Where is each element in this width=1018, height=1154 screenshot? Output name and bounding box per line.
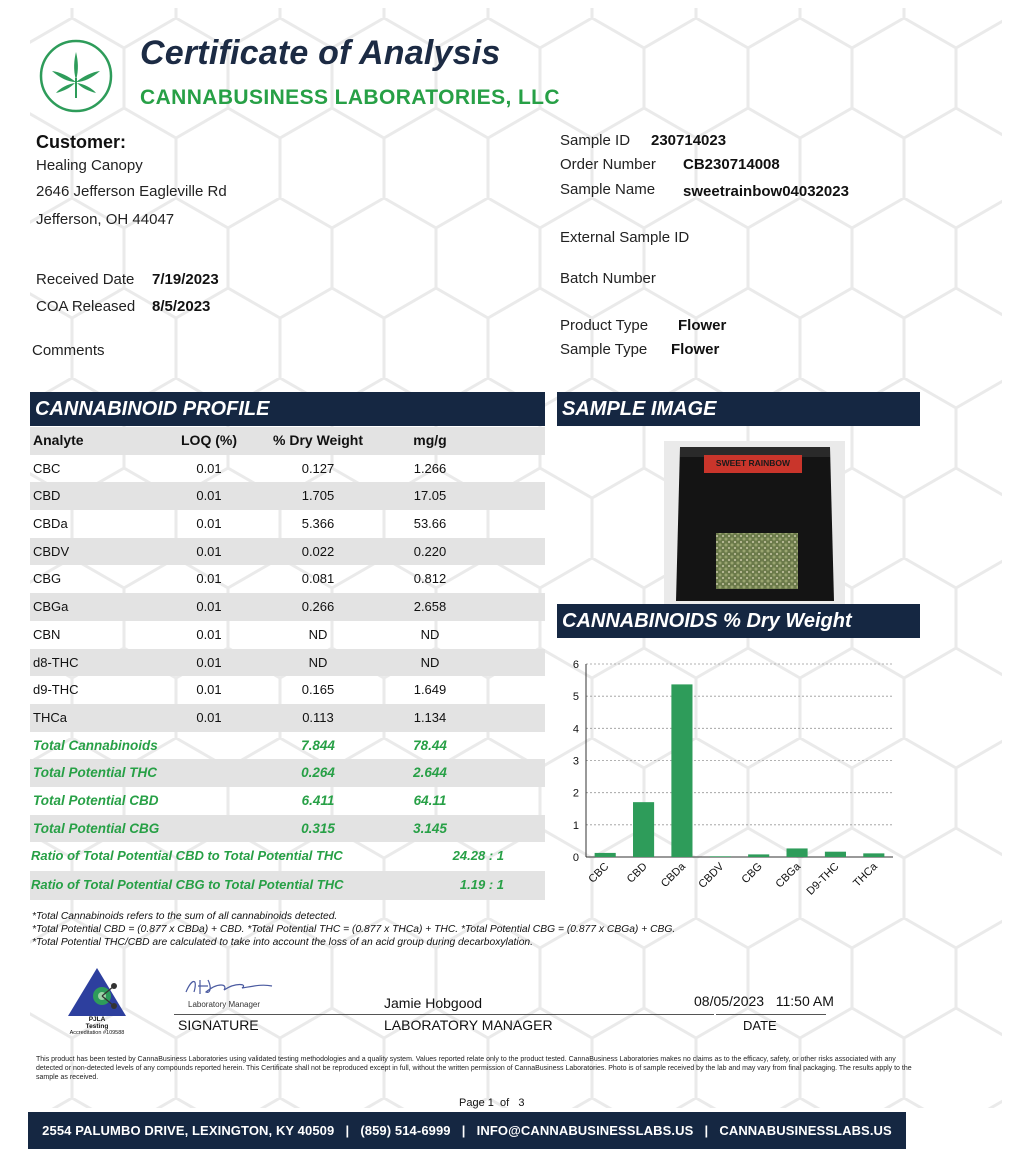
sample-id-label: Sample ID [560, 132, 631, 149]
ratio-row [30, 842, 545, 871]
sample-type-value: Flower [671, 341, 720, 358]
total-row [30, 815, 545, 843]
ratio-label: Ratio of Total Potential CBG to Total Potential THC [31, 877, 344, 893]
bar [825, 852, 846, 857]
loq-cell: 0.01 [196, 709, 222, 725]
analyte-cell: CBD [33, 488, 61, 504]
contact-footer: 2554 PALUMBO DRIVE, LEXINGTON, KY 40509 | (859) 514-6999 | INFO@CANNABUSINESSLABS.US | CANNABUSINESSLABS.US [28, 1112, 906, 1149]
ratio-row [30, 871, 545, 900]
pjla-name: PJLA [88, 1016, 106, 1023]
x-tick-label: CBDa [658, 860, 689, 890]
y-tick-label: 6 [572, 659, 579, 671]
dry-weight-cell: 0.266 [301, 599, 335, 615]
chart-heading: CANNABINOIDS % Dry Weight [557, 604, 920, 638]
total-dry-weight: 0.264 [301, 765, 335, 781]
table-row [30, 676, 545, 704]
total-mg-per-g: 2.644 [413, 765, 447, 781]
cannabinoid-profile-table [30, 427, 545, 900]
dry-weight-cell: ND [308, 654, 328, 670]
bar [671, 684, 692, 857]
signature-datetime: 08/05/2023 11:50 AM [694, 993, 834, 1009]
handwritten-signature [178, 974, 278, 1000]
footnote: *Total Potential THC/CBD are calculated to take into account the loss of an acid group during decarboxylation. [32, 937, 534, 948]
table-header-row [30, 427, 545, 455]
customer-address-line1: 2646 Jefferson Eagleville Rd [36, 183, 227, 200]
x-tick-label: THCa [851, 860, 880, 890]
analyte-cell: CBDV [33, 543, 70, 559]
analyte-cell: CBDa [33, 516, 68, 532]
signature-caption: Laboratory Manager [188, 1000, 261, 1009]
bar [787, 848, 808, 857]
bar [748, 854, 769, 857]
loq-cell: 0.01 [196, 654, 222, 670]
coa-released-value: 8/5/2023 [152, 298, 211, 315]
company-name: CANNABUSINESS LABORATORIES, LLC [140, 86, 560, 109]
loq-cell: 0.01 [196, 488, 222, 504]
mg-per-g-cell: 1.649 [413, 682, 447, 698]
footnotes [32, 910, 675, 949]
total-dry-weight: 6.411 [301, 792, 335, 808]
bag-label: SWEET RAINBOW [715, 458, 791, 468]
dry-weight-cell: ND [308, 626, 328, 642]
signature-label: SIGNATURE [178, 1017, 259, 1033]
table-row [30, 704, 545, 732]
total-row [30, 759, 545, 787]
loq-cell: 0.01 [196, 626, 222, 642]
customer-label: Customer: [36, 132, 127, 152]
sample-photo [664, 441, 845, 607]
x-tick-label: CBG [739, 860, 765, 886]
customer-name: Healing Canopy [36, 157, 143, 174]
pjla-number: Accreditation #109588 [69, 1030, 125, 1036]
mg-per-g-cell: 17.05 [413, 488, 447, 504]
pjla-sub: Testing [85, 1023, 109, 1030]
signature-line [174, 1014, 714, 1015]
column-header: LOQ (%) [181, 432, 237, 448]
document-title: Certificate of Analysis [140, 34, 501, 72]
table-row [30, 510, 545, 538]
total-label: Total Potential CBG [33, 820, 160, 836]
loq-cell: 0.01 [196, 543, 222, 559]
total-label: Total Potential THC [33, 765, 157, 781]
analyte-cell: d9-THC [33, 682, 79, 698]
ratio-value: 1.19 : 1 [459, 877, 504, 893]
loq-cell: 0.01 [196, 516, 222, 532]
dry-weight-cell: 0.165 [301, 682, 335, 698]
received-date-label: Received Date [36, 271, 135, 288]
mg-per-g-cell: 0.220 [413, 543, 447, 559]
total-dry-weight: 7.844 [301, 737, 335, 753]
mg-per-g-cell: ND [420, 626, 440, 642]
table-row [30, 621, 545, 649]
table-row [30, 455, 545, 483]
sample-image-heading: SAMPLE IMAGE [557, 392, 920, 426]
total-row [30, 732, 545, 760]
y-tick-label: 3 [572, 755, 579, 768]
manager-name: Jamie Hobgood [384, 995, 483, 1011]
dry-weight-cell: 0.022 [301, 543, 335, 559]
y-tick-label: 4 [572, 723, 579, 736]
coa-released-label: COA Released [36, 298, 136, 315]
mg-per-g-cell: 53.66 [413, 516, 447, 532]
cannabinoid-profile-heading: CANNABINOID PROFILE [30, 392, 545, 426]
order-number-value: CB230714008 [683, 156, 780, 173]
page-number: Page 1 of 3 [459, 1097, 525, 1109]
mg-per-g-cell: ND [420, 654, 440, 670]
table-body [30, 455, 545, 901]
bar [633, 802, 654, 857]
column-header: mg/g [413, 432, 447, 448]
loq-cell: 0.01 [196, 599, 222, 615]
y-tick-label: 5 [572, 691, 579, 704]
loq-cell: 0.01 [196, 571, 222, 587]
table-row [30, 593, 545, 621]
total-row [30, 787, 545, 815]
column-header: Analyte [33, 432, 84, 448]
lab-logo [38, 38, 114, 114]
dry-weight-cell: 1.705 [301, 488, 335, 504]
mg-per-g-cell: 0.812 [413, 571, 447, 587]
total-label: Total Cannabinoids [33, 737, 158, 753]
x-tick-label: CBGa [773, 860, 804, 891]
manager-label: LABORATORY MANAGER [384, 1017, 553, 1033]
bar [710, 856, 731, 857]
customer-address-line2: Jefferson, OH 44047 [36, 211, 175, 228]
bar [863, 853, 884, 857]
analyte-cell: CBG [33, 571, 62, 587]
analyte-cell: d8-THC [33, 654, 79, 670]
total-mg-per-g: 3.145 [413, 820, 447, 836]
analyte-cell: CBN [33, 626, 61, 642]
table-row [30, 565, 545, 593]
analyte-cell: CBC [33, 460, 61, 476]
table-row [30, 649, 545, 677]
mg-per-g-cell: 1.134 [413, 709, 447, 725]
bar [595, 853, 616, 857]
external-sample-id-label: External Sample ID [560, 229, 690, 246]
dry-weight-cell: 0.127 [301, 460, 335, 476]
order-number-label: Order Number [560, 156, 656, 173]
analyte-cell: CBGa [33, 599, 69, 615]
pjla-text [60, 1016, 134, 1037]
x-tick-label: CBDV [696, 860, 727, 891]
total-mg-per-g: 78.44 [413, 737, 447, 753]
sample-type-label: Sample Type [560, 341, 648, 358]
total-mg-per-g: 64.11 [413, 792, 447, 808]
table-row [30, 482, 545, 510]
ratio-label: Ratio of Total Potential CBD to Total Potential THC [31, 848, 343, 864]
mg-per-g-cell: 1.266 [413, 460, 447, 476]
column-header: % Dry Weight [273, 432, 363, 448]
y-tick-label: 0 [572, 852, 579, 864]
sample-name-label: Sample Name [560, 181, 656, 198]
received-date-value: 7/19/2023 [152, 271, 219, 288]
analyte-cell: THCa [33, 709, 67, 725]
date-label: DATE [743, 1018, 777, 1033]
table-row [30, 538, 545, 566]
batch-number-label: Batch Number [560, 270, 656, 287]
y-tick-label: 1 [572, 819, 579, 832]
footnote: *Total Cannabinoids refers to the sum of all cannabinoids detected. [32, 911, 338, 922]
dry-weight-cell: 5.366 [301, 516, 335, 532]
total-dry-weight: 0.315 [301, 820, 335, 836]
sample-name-value: sweetrainbow04032023 [683, 183, 849, 200]
product-type-value: Flower [678, 317, 727, 334]
x-tick-label: CBC [586, 860, 612, 886]
mg-per-g-cell: 2.658 [413, 599, 447, 615]
disclaimer: This product has been tested by CannaBusiness Laboratories using validated testing methodologies and a quality system. Values reported relate only to the product tested. CannaBusiness Laboratories makes no claims as to the efficacy, safety, or other risks associated with any detected or non-detected levels of any compounds reported herein. This Certificate shall not be reproduced except in full, without the written permission of CannaBusiness Laboratories. Photo is of sample received by the lab and may vary from final packaging. The results apply to the sample as received. [36, 1056, 912, 1082]
dry-weight-cell: 0.081 [301, 571, 335, 587]
loq-cell: 0.01 [196, 460, 222, 476]
footnote: *Total Potential CBD = (0.877 x CBDa) + CBD. *Total Potential THC = (0.877 x THCa) + THC. *Total Potential CBG = (0.877 x CBGa) + CBG. [32, 924, 676, 935]
cannabinoid-bar-chart [557, 640, 919, 910]
x-tick-label: CBD [624, 860, 650, 886]
product-type-label: Product Type [560, 317, 649, 334]
comments-label: Comments [32, 342, 105, 359]
date-line [716, 1014, 826, 1015]
loq-cell: 0.01 [196, 682, 222, 698]
dry-weight-cell: 0.113 [302, 709, 334, 725]
y-tick-label: 2 [572, 787, 579, 800]
ratio-value: 24.28 : 1 [452, 848, 504, 864]
total-label: Total Potential CBD [33, 792, 159, 808]
sample-id-value: 230714023 [651, 132, 727, 149]
x-tick-label: D9-THC [804, 860, 842, 898]
